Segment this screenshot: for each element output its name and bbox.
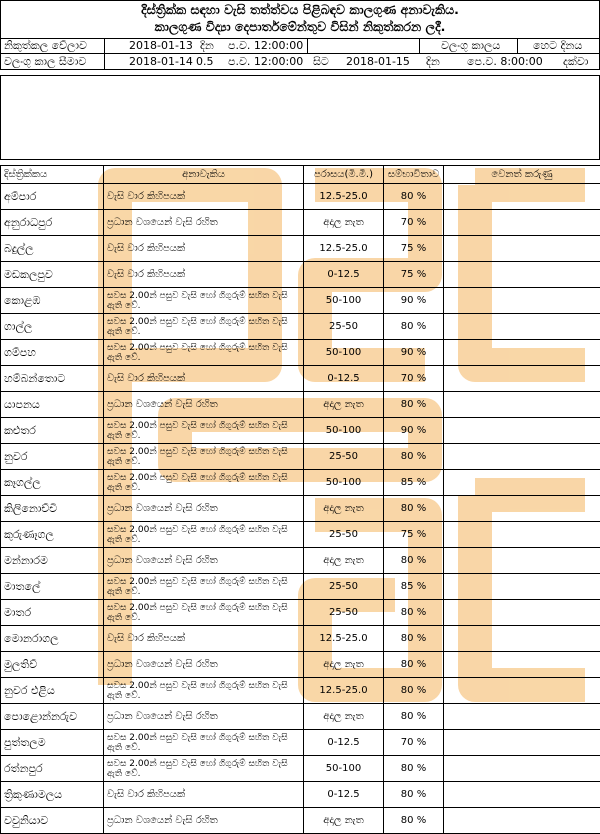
col-range: පරාසය(මි.මී.) bbox=[304, 166, 384, 184]
probability-cell: 80 % bbox=[384, 184, 444, 210]
table-row bbox=[1, 366, 600, 392]
other-cell bbox=[444, 262, 600, 288]
probability-cell: 80 % bbox=[384, 704, 444, 730]
forecast-table bbox=[0, 165, 600, 834]
issue-date: 2018-01-13 bbox=[129, 38, 193, 53]
other-cell bbox=[444, 522, 600, 548]
forecast-cell: සවස 2.00න් පසුව වැසි හෝ ගිගුරුම් සහිත වැසි ඇති වේ. bbox=[104, 600, 304, 626]
forecast-cell: වැසි වාර කිහිපයක් bbox=[104, 366, 304, 392]
validity-from-extra: 0.5 bbox=[196, 54, 214, 69]
table-row bbox=[1, 288, 600, 314]
table-row bbox=[1, 392, 600, 418]
table-row bbox=[1, 626, 600, 652]
other-cell bbox=[444, 418, 600, 444]
forecast-cell: ප්‍රධාන වශයෙන් වැසි රහිත bbox=[104, 496, 304, 522]
range-cell: අදාල නැත bbox=[304, 704, 384, 730]
forecast-cell: සවස 2.00න් පසුව වැසි හෝ ගිගුරුම් සහිත වැසි ඇති වේ. bbox=[104, 678, 304, 704]
range-cell: 50-100 bbox=[304, 470, 384, 496]
range-cell: අදාල නැත bbox=[304, 210, 384, 236]
district-cell: පොළොන්නරුව bbox=[1, 704, 104, 730]
other-cell bbox=[444, 678, 600, 704]
district-cell: කළුතර bbox=[1, 418, 104, 444]
district-cell: මුලතිව් bbox=[1, 652, 104, 678]
forecast-cell: වැසි වාර කිහිපයක් bbox=[104, 236, 304, 262]
range-cell: අදාල නැත bbox=[304, 808, 384, 834]
forecast-cell: වැසි වාර කිහිපයක් bbox=[104, 782, 304, 808]
other-cell bbox=[444, 600, 600, 626]
forecast-cell: සවස 2.00න් පසුව වැසි හෝ ගිගුරුම් සහිත වැසි ඇති වේ. bbox=[104, 288, 304, 314]
other-cell bbox=[444, 756, 600, 782]
validity-label: වලංගු කාල සීමාව bbox=[4, 54, 86, 69]
district-cell: යාපනය bbox=[1, 392, 104, 418]
probability-cell: 80 % bbox=[384, 808, 444, 834]
district-cell: අනුරාධපුර bbox=[1, 210, 104, 236]
probability-cell: 75 % bbox=[384, 236, 444, 262]
probability-cell: 80 % bbox=[384, 444, 444, 470]
table-row bbox=[1, 470, 600, 496]
probability-cell: 70 % bbox=[384, 730, 444, 756]
table-row bbox=[1, 210, 600, 236]
probability-cell: 80 % bbox=[384, 756, 444, 782]
range-cell: අදාල නැත bbox=[304, 548, 384, 574]
range-cell: 12.5-25.0 bbox=[304, 236, 384, 262]
validity-from-time: ප.ව. 12:00:00 bbox=[228, 54, 303, 69]
forecast-cell: වැසි වාර කිහිපයක් bbox=[104, 626, 304, 652]
forecast-cell: සවස 2.00න් පසුව වැසි හෝ ගිගුරුම් සහිත වැසි ඇති වේ. bbox=[104, 730, 304, 756]
validity-to-word: දක්වා bbox=[563, 54, 588, 69]
forecast-cell: ප්‍රධාන වශයෙන් වැසි රහිත bbox=[104, 704, 304, 730]
issue-day-label: දින bbox=[200, 38, 214, 53]
forecast-cell: ප්‍රධාන වශයෙන් වැසි රහිත bbox=[104, 392, 304, 418]
validity-day-label: දින bbox=[426, 54, 440, 69]
table-row bbox=[1, 262, 600, 288]
probability-cell: 80 % bbox=[384, 600, 444, 626]
probability-cell: 80 % bbox=[384, 314, 444, 340]
forecast-cell: සවස 2.00න් පසුව වැසි හෝ ගිගුරුම් සහිත වැසි ඇති වේ. bbox=[104, 418, 304, 444]
other-cell bbox=[444, 782, 600, 808]
district-cell: කිලිනොච්චි bbox=[1, 496, 104, 522]
district-cell: බදුල්ල bbox=[1, 236, 104, 262]
range-cell: 25-50 bbox=[304, 314, 384, 340]
range-cell: අදාල නැත bbox=[304, 652, 384, 678]
validity-to-time: පෙ.ව. 8:00:00 bbox=[467, 54, 543, 69]
forecast-cell: සවස 2.00න් පසුව වැසි හෝ ගිගුරුම් සහිත වැසි ඇති වේ. bbox=[104, 574, 304, 600]
district-cell: මාතලේ bbox=[1, 574, 104, 600]
col-district: දිස්ත්‍රික්කය bbox=[1, 166, 104, 184]
district-cell: රත්නපුර bbox=[1, 756, 104, 782]
district-cell: අම්පාර bbox=[1, 184, 104, 210]
district-cell: කෑගල්ල bbox=[1, 470, 104, 496]
other-cell bbox=[444, 574, 600, 600]
range-cell: 50-100 bbox=[304, 288, 384, 314]
other-cell bbox=[444, 808, 600, 834]
district-cell: කොළඹ bbox=[1, 288, 104, 314]
table-body bbox=[1, 184, 600, 834]
issue-label: නිකුත්කල වේලාව bbox=[4, 38, 87, 53]
other-cell bbox=[444, 340, 600, 366]
title-line-2: කාලගුණ විද්‍යා දෙපාර්තමේන්තුව විසින් නිකුත්කරන ලදී. bbox=[1, 18, 599, 35]
table-row bbox=[1, 340, 600, 366]
district-cell: හම්බන්තොට bbox=[1, 366, 104, 392]
table-row bbox=[1, 704, 600, 730]
other-cell bbox=[444, 652, 600, 678]
probability-cell: 80 % bbox=[384, 548, 444, 574]
range-cell: අදාල නැත bbox=[304, 496, 384, 522]
other-cell bbox=[444, 704, 600, 730]
district-cell: මන්නාරම bbox=[1, 548, 104, 574]
probability-cell: 80 % bbox=[384, 782, 444, 808]
table-row bbox=[1, 730, 600, 756]
probability-cell: 90 % bbox=[384, 288, 444, 314]
table-row bbox=[1, 314, 600, 340]
probability-cell: 85 % bbox=[384, 470, 444, 496]
other-cell bbox=[444, 236, 600, 262]
table-row bbox=[1, 548, 600, 574]
other-cell bbox=[444, 366, 600, 392]
page-title bbox=[0, 0, 600, 39]
probability-cell: 90 % bbox=[384, 340, 444, 366]
district-cell: වවුනියාව bbox=[1, 808, 104, 834]
probability-cell: 70 % bbox=[384, 210, 444, 236]
col-forecast: අනාවැකිය bbox=[104, 166, 304, 184]
other-cell bbox=[444, 730, 600, 756]
district-cell: නුවර bbox=[1, 444, 104, 470]
forecast-cell: ප්‍රධාන වශයෙන් වැසි රහිත bbox=[104, 548, 304, 574]
probability-cell: 80 % bbox=[384, 678, 444, 704]
other-cell bbox=[444, 626, 600, 652]
forecast-cell: සවස 2.00න් පසුව වැසි හෝ ගිගුරුම් සහිත වැසි ඇති වේ. bbox=[104, 470, 304, 496]
range-cell: 12.5-25.0 bbox=[304, 184, 384, 210]
col-other: වෙනත් කරුණු bbox=[444, 166, 600, 184]
forecast-cell: සවස 2.00න් පසුව වැසි හෝ ගිගුරුම් සහිත වැසි ඇති වේ. bbox=[104, 522, 304, 548]
table-row bbox=[1, 808, 600, 834]
probability-cell: 75 % bbox=[384, 522, 444, 548]
forecast-cell: ප්‍රධාන වශයෙන් වැසි රහිත bbox=[104, 210, 304, 236]
forecast-cell: වැසි වාර කිහිපයක් bbox=[104, 184, 304, 210]
district-cell: නුවර එළිය bbox=[1, 678, 104, 704]
issue-row bbox=[0, 38, 600, 54]
probability-cell: 85 % bbox=[384, 574, 444, 600]
range-cell: 25-50 bbox=[304, 574, 384, 600]
range-cell: 25-50 bbox=[304, 600, 384, 626]
forecast-cell: වැසි වාර කිහිපයක් bbox=[104, 262, 304, 288]
range-cell: 25-50 bbox=[304, 522, 384, 548]
other-cell bbox=[444, 210, 600, 236]
other-cell bbox=[444, 314, 600, 340]
notes-box bbox=[0, 75, 600, 160]
table-row bbox=[1, 678, 600, 704]
range-cell: 0-12.5 bbox=[304, 366, 384, 392]
other-cell bbox=[444, 444, 600, 470]
district-cell: පුත්තලම bbox=[1, 730, 104, 756]
title-line-1: දිස්ත්‍රික්ක සඳහා වැසි තත්ත්වය පිළිබඳව කාලගුණ අනාවැකිය. bbox=[1, 1, 599, 18]
table-row bbox=[1, 236, 600, 262]
forecast-cell: සවස 2.00න් පසුව වැසි හෝ ගිගුරුම් සහිත වැසි ඇති වේ. bbox=[104, 340, 304, 366]
issue-time: ප.ව. 12:00:00 bbox=[228, 38, 303, 53]
range-cell: 25-50 bbox=[304, 444, 384, 470]
table-row bbox=[1, 522, 600, 548]
other-cell bbox=[444, 184, 600, 210]
forecast-cell: සවස 2.00න් පසුව වැසි හෝ ගිගුරුම් සහිත වැසි ඇති වේ. bbox=[104, 314, 304, 340]
validity-from-date: 2018-01-14 bbox=[129, 54, 193, 69]
range-cell: 50-100 bbox=[304, 340, 384, 366]
table-row bbox=[1, 444, 600, 470]
other-cell bbox=[444, 288, 600, 314]
probability-cell: 75 % bbox=[384, 262, 444, 288]
table-row bbox=[1, 652, 600, 678]
table-row bbox=[1, 600, 600, 626]
forecast-cell: ප්‍රධාන වශයෙන් වැසි රහිත bbox=[104, 652, 304, 678]
other-cell bbox=[444, 392, 600, 418]
validity-from-word: සිට bbox=[313, 54, 329, 69]
table-row bbox=[1, 574, 600, 600]
other-cell bbox=[444, 496, 600, 522]
district-cell: මොනරාගල bbox=[1, 626, 104, 652]
validity-row bbox=[0, 54, 600, 70]
probability-cell: 80 % bbox=[384, 626, 444, 652]
other-cell bbox=[444, 470, 600, 496]
table-row bbox=[1, 782, 600, 808]
other-cell bbox=[444, 548, 600, 574]
table-header bbox=[1, 166, 600, 184]
range-cell: 0-12.5 bbox=[304, 782, 384, 808]
forecast-cell: සවස 2.00න් පසුව වැසි හෝ ගිගුරුම් සහිත වැසි ඇති වේ. bbox=[104, 444, 304, 470]
range-cell: 50-100 bbox=[304, 756, 384, 782]
forecast-cell: ප්‍රධාන වශයෙන් වැසි රහිත bbox=[104, 808, 304, 834]
district-cell: ගම්පහ bbox=[1, 340, 104, 366]
range-cell: අදාල නැත bbox=[304, 392, 384, 418]
forecast-cell: සවස 2.00න් පසුව වැසි හෝ ගිගුරුම් සහිත වැසි ඇති වේ. bbox=[104, 756, 304, 782]
district-cell: මඩකලපුව bbox=[1, 262, 104, 288]
table-row bbox=[1, 184, 600, 210]
range-cell: 12.5-25.0 bbox=[304, 678, 384, 704]
district-cell: ගාල්ල bbox=[1, 314, 104, 340]
probability-cell: 80 % bbox=[384, 652, 444, 678]
table-row bbox=[1, 496, 600, 522]
valid-value: හෙට දිනය bbox=[533, 38, 582, 53]
table-row bbox=[1, 756, 600, 782]
range-cell: 50-100 bbox=[304, 418, 384, 444]
range-cell: 12.5-25.0 bbox=[304, 626, 384, 652]
probability-cell: 80 % bbox=[384, 496, 444, 522]
range-cell: 0-12.5 bbox=[304, 730, 384, 756]
district-cell: කුරුණෑගල bbox=[1, 522, 104, 548]
table-row bbox=[1, 418, 600, 444]
valid-label: වලංගු කාලය bbox=[441, 38, 500, 53]
district-cell: මාතර bbox=[1, 600, 104, 626]
probability-cell: 80 % bbox=[384, 392, 444, 418]
range-cell: 0-12.5 bbox=[304, 262, 384, 288]
col-probability: සම්භාවිතාව bbox=[384, 166, 444, 184]
probability-cell: 90 % bbox=[384, 418, 444, 444]
probability-cell: 70 % bbox=[384, 366, 444, 392]
validity-to-date: 2018-01-15 bbox=[346, 54, 410, 69]
district-cell: ත්‍රිකුණාමලය bbox=[1, 782, 104, 808]
